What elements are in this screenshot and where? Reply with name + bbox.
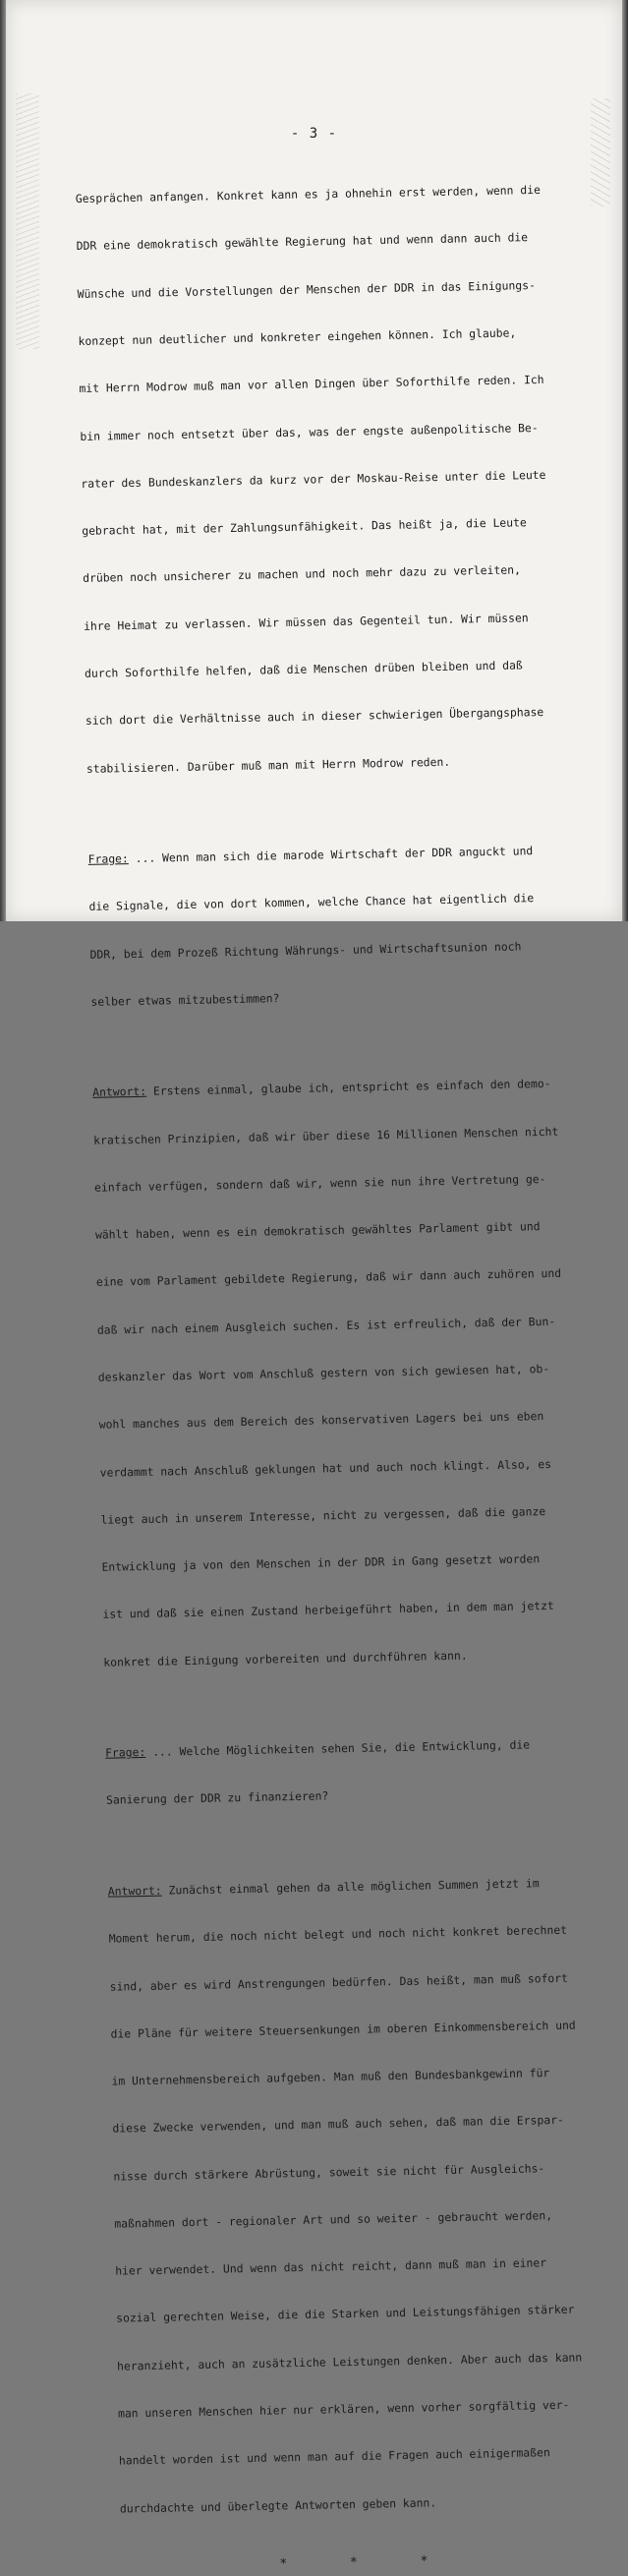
paragraph-question-1: [87, 810, 571, 1041]
text-line: Wünsche und die Vorstellungen der Menschen der DDR in das Einigungs-: [77, 277, 537, 301]
text-line: eine vom Parlament gebildete Regierung, daß wir dann auch zuhören und: [95, 1266, 562, 1290]
text-line: [108, 1874, 588, 1899]
text-line: maßnahmen dort - regionaler Art und so weiter - gebraucht werden,: [114, 2207, 553, 2231]
text-line: konkret die Einigung vorbereiten und durchführen kann.: [103, 1648, 468, 1669]
document-body: [75, 150, 600, 2576]
text-line: kratischen Prinzipien, daß wir über diese 16 Millionen Menschen nicht: [93, 1124, 559, 1147]
text-line: hier verwendet. Und wenn das nicht reicht, dann muß man in einer: [115, 2255, 547, 2278]
speaker-label: Frage:: [87, 851, 129, 866]
text-line: liegt auch in unserem Interesse, nicht zu vergessen, daß die ganze: [100, 1503, 546, 1527]
paragraph-question-2: [104, 1704, 586, 1840]
text-line-rest: Zunächst einmal gehen da alle möglichen Summen jetzt im: [161, 1876, 540, 1898]
text-line: Entwicklung ja von den Menschen in der DDR in Gang gesetzt worden: [101, 1551, 541, 1574]
paragraph-answer-2: [107, 1843, 600, 2547]
scan-edge-right: [622, 0, 628, 921]
text-line: bin immer noch entsetzt über das, was der engste außenpolitische Be-: [80, 420, 539, 443]
text-line-rest: ... Wenn man sich die marode Wirtschaft der DDR anguckt und: [128, 844, 534, 866]
text-line: konzept nun deutlicher und konkreter eingehen können. Ich glaube,: [78, 325, 517, 348]
text-line: mit Herrn Modrow muß man vor allen Dingen über Soforthilfe reden. Ich: [79, 373, 544, 396]
text-line: durch Soforthilfe helfen, daß die Menschen drüben bleiben und daß: [84, 658, 523, 680]
text-line: einfach verfügen, sondern daß wir, wenn sie nun ihre Vertretung ge-: [93, 1171, 546, 1195]
text-line: Moment herum, die noch nicht belegt und noch nicht konkret berechnet: [108, 1922, 568, 1946]
text-line: drüben noch unsicherer zu machen und noch mehr dazu zu verleiten,: [83, 562, 522, 586]
paragraph-intro: [75, 150, 567, 808]
text-line: handelt worden ist und wenn man auf die Fragen auch einigermaßen: [118, 2445, 550, 2468]
speaker-label: Antwort:: [107, 1883, 162, 1899]
text-line: verdammt nach Anschluß geklungen hat und auch noch klingt. Also, es: [99, 1456, 552, 1480]
text-line: [92, 1076, 572, 1100]
text-line: die Pläne für weitere Steuersenkungen im oberen Einkommensbereich und: [110, 2018, 576, 2041]
text-line: rater des Bundeskanzlers da kurz vor der Moskau-Reise unter die Leute: [81, 467, 546, 491]
text-line-rest: Erstens einmal, glaube ich, entspricht es einfach den demo-: [145, 1077, 551, 1099]
text-line: Gesprächen anfangen. Konkret kann es ja ohnehin erst werden, wenn die: [75, 183, 542, 206]
document-page: [6, 0, 622, 2572]
text-line: im Unternehmensbereich aufgeben. Man muß den Bundesbankgewinn für: [111, 2066, 550, 2088]
text-line: deskanzler das Wort vom Anschluß gestern von sich gewiesen hat, ob-: [97, 1361, 550, 1384]
paragraph-answer-1: [91, 1044, 584, 1702]
text-line: selber etwas mitzubestimmen?: [90, 991, 280, 1009]
text-line: gebracht hat, mit der Zahlungsunfähigkeit. Das heißt ja, die Leute: [82, 515, 527, 539]
text-line: die Signale, die von dort kommen, welche Chance hat eigentlich die: [88, 891, 535, 914]
text-line: ihre Heimat zu verlassen. Wir müssen das Gegenteil tun. Wir müssen: [83, 610, 529, 633]
text-line: DDR eine demokratisch gewählte Regierung hat und wenn dann auch die: [76, 230, 529, 254]
text-line: stabilisieren. Darüber muß man mit Herrn Modrow reden.: [86, 754, 451, 776]
text-line: sind, aber es wird Anstrengungen bedürfen. Das heißt, man muß sofort: [109, 1970, 569, 1994]
speaker-label: Antwort:: [92, 1084, 147, 1100]
end-mark: * * *: [279, 2552, 456, 2572]
text-line-rest: ... Welche Möglichkeiten sehen Sie, die Entwicklung, die: [145, 1737, 531, 1760]
text-line: wohl manches aus dem Bereich des konservativen Lagers bei uns eben: [98, 1409, 544, 1433]
text-line: ist und daß sie einen Zustand herbeigeführt haben, in dem man jetzt: [102, 1599, 554, 1622]
text-line: sich dort die Verhältnisse auch in dieser schwierigen Übergangsphase: [85, 705, 544, 729]
page-number: - 3 -: [290, 126, 338, 142]
text-line: diese Zwecke verwenden, und man muß auch sehen, daß man die Erspar-: [112, 2113, 564, 2136]
text-line: durchdachte und überlegte Antworten geben kann.: [119, 2494, 437, 2516]
scan-noise-right: [591, 98, 610, 206]
text-line: daß wir nach einem Ausgleich suchen. Es ist erfreulich, daß der Bun-: [96, 1314, 556, 1337]
text-line: man unseren Menschen hier nur erklären, wenn vorher sorgfältig ver-: [117, 2397, 570, 2421]
text-line: Sanierung der DDR zu finanzieren?: [105, 1788, 329, 1808]
text-line: [88, 843, 568, 867]
text-line: sozial gerechten Weise, die die Starken und Leistungsfähigen stärker: [116, 2303, 575, 2326]
text-line: wählt haben, wenn es ein demokratisch gewähltes Parlament gibt und: [94, 1219, 541, 1242]
text-line: heranzieht, auch an zusätzliche Leistungen denken. Aber auch das kann: [116, 2350, 583, 2373]
text-line: nisse durch stärkere Abrüstung, soweit sie nicht für Ausgleichs-: [113, 2160, 545, 2184]
text-line: [105, 1736, 585, 1761]
speaker-label: Frage:: [104, 1745, 146, 1760]
text-line: DDR, bei dem Prozeß Richtung Währungs- und Wirtschaftsunion noch: [89, 939, 522, 962]
